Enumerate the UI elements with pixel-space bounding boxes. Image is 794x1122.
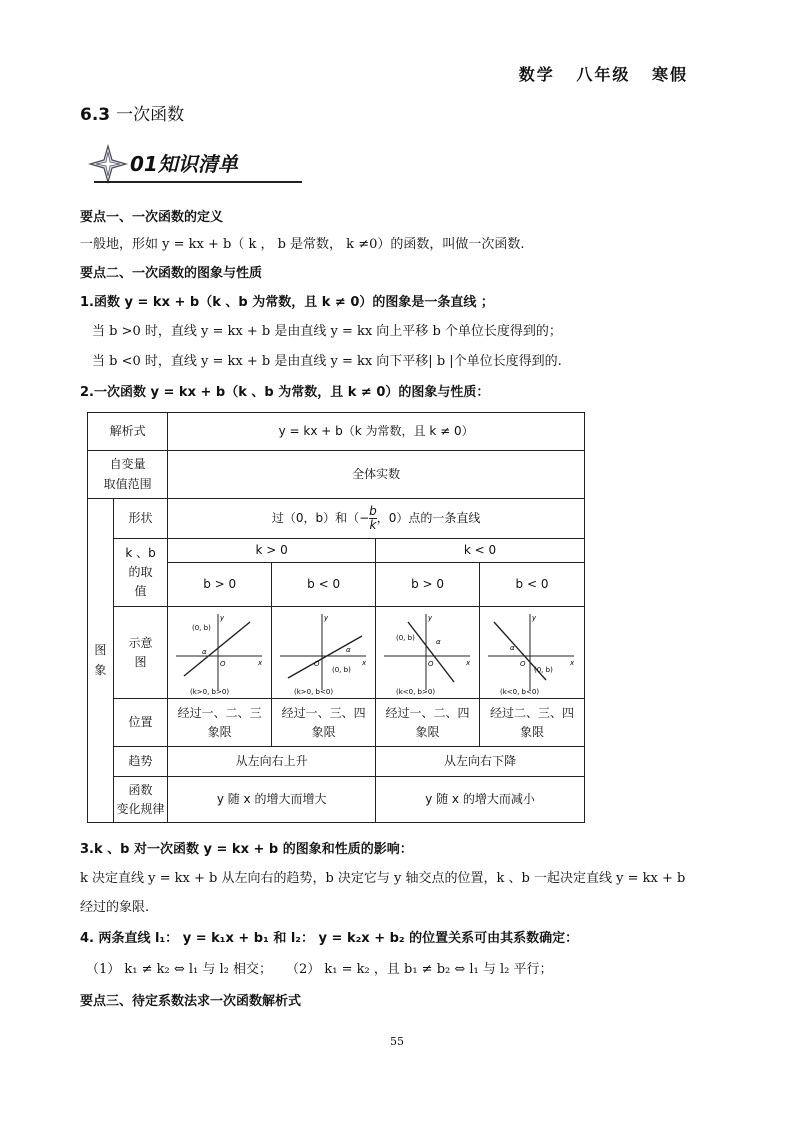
k-positive-header: k > 0 xyxy=(168,539,376,563)
row-expression-value: y = kx + b（k 为常数，且 k ≠ 0） xyxy=(168,413,585,451)
position-2-line2: 象限 xyxy=(311,724,336,739)
point2-item3: 3.k 、b 对一次函数 y = kx + b 的图象和性质的影响： xyxy=(80,842,413,857)
header-grade: 八年级 xyxy=(576,65,631,84)
graph2-alpha: α xyxy=(345,645,351,654)
graph4-caption: (k<0, b<0) xyxy=(500,687,540,696)
b-cond-2: b < 0 xyxy=(272,563,376,607)
graph2-point: (0, b) xyxy=(331,665,351,674)
line-graph-icon xyxy=(276,610,372,696)
graph3-caption: (k<0, b>0) xyxy=(395,687,435,696)
trend-down: 从左向右下降 xyxy=(376,747,585,777)
rule-label-line2: 变化规律 xyxy=(116,801,165,816)
section-title xyxy=(80,100,184,125)
graph4-x: x xyxy=(570,658,575,667)
graph1-x: x xyxy=(257,658,262,667)
graph1-alpha: α xyxy=(201,647,207,656)
point2-item1-b: 当 b <0 时，直线 y = kx + b 是由直线 y = kx 向下平移| b |个单位长度得到的. xyxy=(92,354,562,369)
point2-item4-a: （1） k₁ ≠ k₂ ⇔ l₁ 与 l₂ 相交； xyxy=(86,962,273,977)
graph1-o: O xyxy=(219,659,226,668)
kb-label-line2: 的取 xyxy=(128,565,153,579)
point2-heading: 要点二、一次函数的图象与性质 xyxy=(80,266,263,281)
kb-label-line1: k 、b xyxy=(125,545,156,560)
properties-table xyxy=(87,412,585,823)
point1-text: 一般地，形如 y = kx + b（ k ， b 是常数， k ≠0）的函数，叫做一次函数. xyxy=(80,237,525,252)
rule-label-line1: 函数 xyxy=(128,782,153,797)
domain-label-line1: 自变量 xyxy=(109,457,146,472)
graph2-y: y xyxy=(323,613,328,622)
diagram-label-line2: 图 xyxy=(134,654,147,669)
position-3-line2: 象限 xyxy=(415,724,440,739)
point2-item1: 1.函数 y = kx + b（k 、b 为常数，且 k ≠ 0）的图象是一条直线 ； xyxy=(80,295,494,310)
graph4-point: (0, b) xyxy=(534,665,553,674)
header-subject: 数学 xyxy=(518,65,555,84)
trend-label: 趋势 xyxy=(113,747,167,777)
graph2-caption: (k>0, b<0) xyxy=(293,687,333,696)
shape-label: 形状 xyxy=(113,499,167,539)
position-1-line2: 象限 xyxy=(207,724,232,739)
b-cond-4: b < 0 xyxy=(480,563,585,607)
graph2-x: x xyxy=(361,658,366,667)
position-1 xyxy=(168,699,272,747)
shape-value xyxy=(168,499,585,539)
header-term: 寒假 xyxy=(651,65,688,84)
image-label-line2: 象 xyxy=(94,662,107,677)
graph1-caption: (k>0, b>0) xyxy=(189,687,229,696)
graph-k-neg-b-neg xyxy=(480,607,585,699)
section-number: 6.3 xyxy=(80,105,111,125)
section-title-text: 一次函数 xyxy=(116,105,185,125)
position-1-line1: 经过一、二、三 xyxy=(177,705,262,720)
diagram-label xyxy=(113,607,167,699)
graph3-o: O xyxy=(427,659,434,668)
banner-underline xyxy=(94,181,302,183)
b-cond-1: b > 0 xyxy=(168,563,272,607)
trend-up: 从左向右上升 xyxy=(168,747,376,777)
rule-label-cell xyxy=(113,777,167,823)
shape-value-post: ，0）点的一条直线 xyxy=(376,511,481,525)
graph3-x: x xyxy=(465,658,470,667)
position-3 xyxy=(376,699,480,747)
row-domain-label xyxy=(88,451,168,499)
point3-heading: 要点三、待定系数法求一次函数解析式 xyxy=(80,994,302,1009)
point2-item3-a: k 决定直线 y = kx + b 从左向右的趋势，b 决定它与 y 轴交点的位置，k 、b 一起决定直线 y = kx + b xyxy=(80,871,686,886)
line-graph-icon xyxy=(380,610,476,696)
position-3-line1: 经过一、二、四 xyxy=(385,705,470,720)
graph1-y: y xyxy=(219,613,224,622)
row-expression-label: 解析式 xyxy=(88,413,168,451)
line-graph-icon xyxy=(484,610,580,696)
page-number: 55 xyxy=(390,1035,404,1048)
shape-frac-den: k xyxy=(369,518,377,532)
point2-item1-a: 当 b >0 时，直线 y = kx + b 是由直线 y = kx 向上平移 b 个单位长度得到的； xyxy=(92,324,562,339)
domain-label-line2: 取值范围 xyxy=(103,476,152,491)
graph1-point: (0, b) xyxy=(191,623,211,632)
graph-k-neg-b-pos xyxy=(376,607,480,699)
graph2-o: O xyxy=(313,659,320,668)
graph4-y: y xyxy=(532,613,537,622)
point2-item4: 4. 两条直线 l₁： y = k₁x + b₁ 和 l₂： y = k₂x + b₂ 的位置关系可由其系数确定： xyxy=(80,931,579,946)
shape-value-pre: 过（0，b）和（− xyxy=(271,511,370,525)
graph4-o: O xyxy=(520,659,526,668)
point2-item2: 2.一次函数 y = kx + b（k 、b 为常数，且 k ≠ 0）的图象与性质： xyxy=(80,385,490,400)
position-label: 位置 xyxy=(113,699,167,747)
rule-decrease: y 随 x 的增大而减小 xyxy=(376,777,585,823)
kb-label-line3: 值 xyxy=(134,584,147,599)
row-domain-value: 全体实数 xyxy=(168,451,585,499)
image-label-line1: 图 xyxy=(94,643,107,658)
graph-k-pos-b-pos xyxy=(168,607,272,699)
kb-label xyxy=(113,539,167,607)
page-header xyxy=(505,62,688,85)
position-4-line2: 象限 xyxy=(520,724,545,739)
graph3-alpha: α xyxy=(435,637,441,646)
graph4-alpha: α xyxy=(510,643,515,652)
graph3-point: (0, b) xyxy=(395,633,415,642)
k-negative-header: k < 0 xyxy=(376,539,585,563)
position-4 xyxy=(480,699,585,747)
shape-frac-num: b xyxy=(369,503,377,518)
banner-title: 01知识清单 xyxy=(130,152,238,176)
position-4-line1: 经过二、三、四 xyxy=(490,705,575,720)
graph3-y: y xyxy=(427,613,432,622)
b-cond-3: b > 0 xyxy=(376,563,480,607)
diagram-label-line1: 示意 xyxy=(128,635,153,650)
rule-increase: y 随 x 的增大而增大 xyxy=(168,777,376,823)
position-2 xyxy=(272,699,376,747)
point1-heading: 要点一、一次函数的定义 xyxy=(80,210,224,225)
image-group-label xyxy=(88,499,114,823)
line-graph-icon xyxy=(172,610,268,696)
point2-item4-b: （2） k₁ = k₂ ，且 b₁ ≠ b₂ ⇔ l₁ 与 l₂ 平行； xyxy=(286,962,553,977)
graph-k-pos-b-neg xyxy=(272,607,376,699)
position-2-line1: 经过一、三、四 xyxy=(281,705,366,720)
point2-item3-b: 经过的象限. xyxy=(80,900,150,915)
